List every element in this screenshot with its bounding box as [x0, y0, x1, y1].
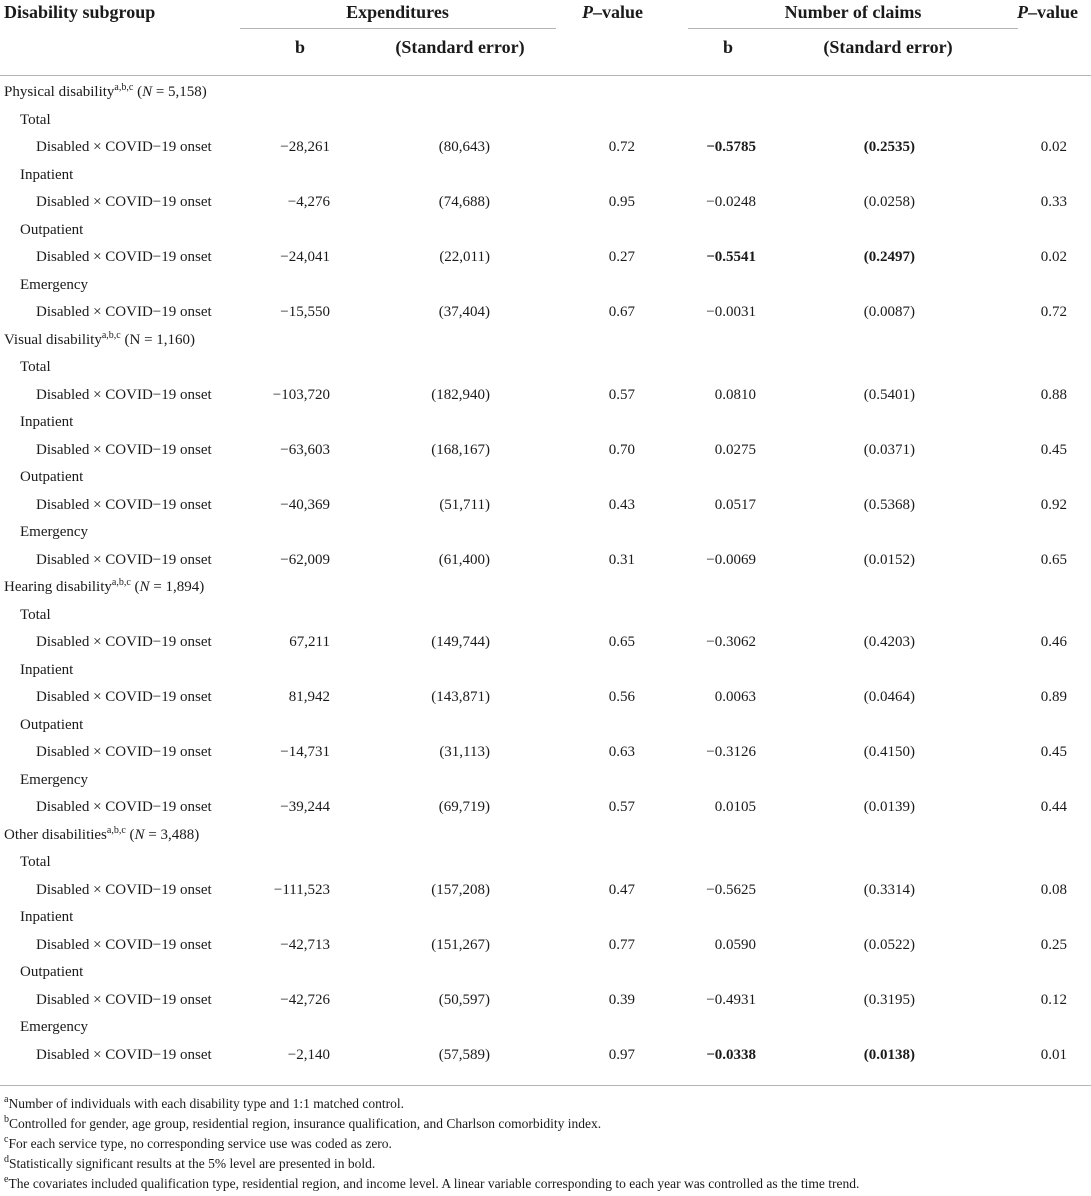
exp-b-value: 67,211 — [289, 634, 330, 650]
col-header-pvalue-expenditures: P–value — [582, 2, 644, 22]
row-label: Disabled × COVID−19 onset — [36, 249, 212, 265]
service-label: Inpatient — [20, 661, 74, 678]
exp-b-value: −14,731 — [280, 744, 330, 760]
group-n-var: N — [134, 826, 145, 843]
group-n-prefix: ( — [137, 84, 143, 100]
claims-b-value: 0.0063 — [714, 689, 756, 705]
group-superscript: a,b,c — [111, 577, 131, 588]
claims-se-value: (0.0138) — [863, 1046, 915, 1063]
row-label: Disabled × COVID−19 onset — [36, 991, 212, 1008]
claims-p-value: 0.45 — [1040, 441, 1067, 458]
exp-p-value: 0.57 — [608, 799, 635, 815]
claims-p-value: 0.02 — [1040, 249, 1067, 265]
exp-b-value: −40,369 — [280, 496, 330, 513]
service-label: Inpatient — [20, 909, 74, 925]
exp-p-value: 0.95 — [608, 194, 635, 210]
exp-b-value: −4,276 — [287, 194, 330, 210]
group-header-expenditures: Expenditures — [346, 2, 449, 22]
exp-p-value: 0.72 — [608, 139, 635, 155]
claims-se-value: (0.0371) — [863, 441, 915, 458]
footnote-text: For each service type, no corresponding service use was coded as zero. — [8, 1136, 392, 1151]
service-label: Total — [20, 359, 51, 375]
bottom-rule — [0, 1085, 1091, 1086]
exp-se-value: (74,688) — [438, 194, 490, 210]
row-label: Disabled × COVID−19 onset — [36, 441, 212, 458]
exp-b-value: −42,726 — [280, 991, 330, 1008]
group-superscript: a,b,c — [101, 329, 121, 341]
exp-p-value: 0.67 — [608, 304, 635, 320]
claims-p-value: 0.01 — [1040, 1046, 1067, 1063]
claims-se-value: (0.3314) — [863, 881, 915, 898]
claims-b-value: −0.0069 — [706, 551, 756, 568]
exp-se-value: (157,208) — [431, 881, 490, 898]
claims-se-value: (0.5401) — [863, 386, 915, 403]
footnote — [4, 1136, 392, 1152]
footnote-marker: a — [4, 1094, 9, 1105]
row-label: Disabled × COVID−19 onset — [36, 799, 212, 815]
claims-b-value: −0.5541 — [706, 249, 756, 265]
group-name: Visual disability — [4, 331, 102, 348]
group-n-value: = 5,158) — [152, 84, 207, 100]
claims-b-value: −0.0031 — [706, 304, 756, 320]
row-label: Disabled × COVID−19 onset — [36, 881, 212, 898]
group-label — [4, 578, 204, 596]
claims-p-value: 0.88 — [1040, 386, 1067, 403]
claims-p-value: 0.65 — [1040, 551, 1067, 568]
service-label: Emergency — [20, 276, 89, 293]
claims-se-value: (0.2497) — [863, 249, 915, 265]
exp-p-value: 0.65 — [608, 634, 635, 650]
col-header-exp-b: b — [294, 37, 305, 57]
exp-p-value: 0.56 — [608, 689, 635, 705]
exp-p-value: 0.31 — [608, 551, 635, 568]
expenditures-underline — [240, 28, 556, 29]
service-label: Outpatient — [20, 964, 84, 980]
footnote — [4, 1116, 601, 1132]
claims-b-value: −0.0248 — [706, 194, 756, 210]
claims-p-value: 0.08 — [1040, 881, 1067, 898]
exp-p-value: 0.70 — [608, 441, 635, 458]
exp-b-value: −28,261 — [280, 139, 330, 155]
exp-b-value: −2,140 — [287, 1046, 330, 1063]
exp-b-value: −63,603 — [280, 441, 330, 458]
footnote — [4, 1156, 375, 1172]
claims-b-value: 0.0810 — [714, 386, 756, 403]
claims-se-value: (0.4203) — [863, 634, 915, 650]
claims-b-value: −0.4931 — [706, 991, 756, 1008]
exp-se-value: (37,404) — [438, 304, 490, 320]
claims-p-value: 0.12 — [1040, 991, 1067, 1008]
col-header-subgroup: Disability subgroup — [4, 2, 156, 22]
exp-b-value: −42,713 — [280, 936, 330, 953]
exp-b-value: −39,244 — [280, 799, 330, 815]
group-n-var: N — [129, 331, 141, 348]
claims-se-value: (0.0087) — [863, 304, 915, 320]
row-label: Disabled × COVID−19 onset — [36, 496, 212, 513]
claims-se-value: (0.5368) — [863, 496, 915, 513]
row-label: Disabled × COVID−19 onset — [36, 689, 212, 705]
exp-se-value: (61,400) — [438, 551, 490, 568]
service-label: Outpatient — [20, 221, 84, 238]
footnote — [4, 1176, 859, 1192]
group-name: Hearing disability — [4, 579, 112, 595]
claims-b-value: −0.0338 — [706, 1046, 756, 1063]
exp-b-value: −62,009 — [280, 551, 330, 568]
group-n-prefix: ( — [134, 579, 140, 595]
footnote-marker: c — [4, 1134, 9, 1145]
exp-se-value: (22,011) — [439, 249, 490, 265]
claims-p-value: 0.33 — [1040, 194, 1067, 210]
group-n-value: = 1,894) — [149, 579, 205, 595]
exp-b-value: −111,523 — [273, 881, 330, 898]
claims-p-value: 0.72 — [1040, 304, 1067, 320]
exp-b-value: −24,041 — [280, 249, 330, 265]
claims-b-value: −0.5625 — [706, 881, 756, 898]
service-label: Emergency — [20, 1019, 89, 1035]
exp-se-value: (143,871) — [431, 689, 490, 705]
footnote — [4, 1096, 404, 1112]
row-label: Disabled × COVID−19 onset — [36, 1046, 212, 1063]
footnote-text: Controlled for gender, age group, residential region, insurance qualification, and Charlson comorbidity index. — [9, 1116, 602, 1131]
exp-se-value: (168,167) — [431, 441, 490, 458]
exp-se-value: (80,643) — [438, 139, 490, 155]
col-header-exp-se: (Standard error) — [395, 37, 525, 57]
claims-b-value: 0.0105 — [714, 799, 756, 815]
service-label: Total — [20, 854, 51, 870]
col-header-pvalue-claims: P–value — [1017, 2, 1079, 22]
claims-se-value: (0.0258) — [863, 194, 915, 210]
exp-b-value: 81,942 — [288, 689, 330, 705]
claims-se-value: (0.4150) — [863, 744, 915, 760]
exp-p-value: 0.43 — [608, 496, 635, 513]
row-label: Disabled × COVID−19 onset — [36, 551, 212, 568]
exp-p-value: 0.97 — [608, 1046, 635, 1063]
claims-se-value: (0.2535) — [863, 139, 915, 155]
row-label: Disabled × COVID−19 onset — [36, 194, 212, 210]
claims-b-value: 0.0275 — [714, 441, 756, 458]
group-n-value: = 3,488) — [144, 826, 200, 843]
claims-p-value: 0.89 — [1040, 689, 1067, 705]
service-label: Inpatient — [20, 414, 74, 430]
group-superscript: a,b,c — [114, 82, 134, 93]
claims-p-value: 0.92 — [1040, 496, 1067, 513]
group-n-value: = 1,160) — [140, 331, 196, 348]
claims-se-value: (0.0464) — [863, 689, 915, 705]
exp-se-value: (31,113) — [439, 744, 490, 760]
claims-b-value: −0.3062 — [706, 634, 756, 650]
exp-se-value: (50,597) — [438, 991, 490, 1008]
row-label: Disabled × COVID−19 onset — [36, 936, 212, 953]
service-label: Outpatient — [20, 469, 84, 485]
group-n-prefix: ( — [129, 826, 135, 843]
footnote-text: The covariates included qualification type, residential region, and income level. A linear variable corresponding to each year was controlled as the time trend. — [8, 1176, 860, 1191]
row-label: Disabled × COVID−19 onset — [36, 386, 212, 403]
row-label: Disabled × COVID−19 onset — [36, 744, 212, 760]
exp-p-value: 0.57 — [608, 386, 635, 403]
claims-p-value: 0.45 — [1040, 744, 1067, 760]
exp-se-value: (151,267) — [431, 936, 490, 953]
row-label: Disabled × COVID−19 onset — [36, 304, 212, 320]
claims-p-value: 0.02 — [1040, 139, 1067, 155]
col-header-claims-se: (Standard error) — [823, 37, 953, 57]
service-label: Outpatient — [20, 716, 84, 733]
footnote-marker: d — [4, 1154, 9, 1165]
exp-p-value: 0.27 — [608, 249, 635, 265]
claims-se-value: (0.3195) — [863, 991, 915, 1008]
exp-p-value: 0.63 — [608, 744, 635, 760]
claims-se-value: (0.0152) — [863, 551, 915, 568]
claims-b-value: 0.0517 — [714, 496, 756, 513]
exp-b-value: −103,720 — [272, 386, 330, 403]
claims-p-value: 0.44 — [1040, 799, 1067, 815]
claims-underline — [688, 28, 1018, 29]
service-label: Emergency — [20, 524, 89, 540]
claims-p-value: 0.46 — [1040, 634, 1067, 650]
group-label — [4, 331, 195, 349]
row-label: Disabled × COVID−19 onset — [36, 634, 212, 650]
group-name: Physical disability — [4, 84, 115, 100]
exp-se-value: (51,711) — [439, 496, 490, 513]
footnote-text: Number of individuals with each disability type and 1:1 matched control. — [8, 1096, 404, 1111]
exp-p-value: 0.39 — [608, 991, 635, 1008]
group-n-var: N — [142, 84, 153, 100]
claims-b-value: 0.0590 — [714, 936, 756, 953]
group-name: Other disabilities — [4, 826, 107, 843]
claims-b-value: −0.3126 — [706, 744, 756, 760]
col-header-claims-b: b — [722, 37, 733, 57]
footnote-text: Statistically significant results at the 5% level are presented in bold. — [9, 1156, 376, 1171]
group-n-var: N — [139, 579, 150, 595]
exp-p-value: 0.47 — [608, 881, 635, 898]
exp-p-value: 0.77 — [608, 936, 635, 953]
footnote-marker: e — [4, 1174, 9, 1185]
service-label: Total — [20, 606, 51, 623]
claims-b-value: −0.5785 — [706, 139, 756, 155]
group-label — [4, 83, 207, 101]
exp-se-value: (149,744) — [431, 634, 490, 650]
group-label — [4, 826, 199, 844]
footnote-marker: b — [4, 1114, 9, 1125]
group-header-claims: Number of claims — [784, 2, 922, 22]
service-label: Emergency — [20, 771, 89, 788]
exp-b-value: −15,550 — [280, 304, 330, 320]
exp-se-value: (69,719) — [438, 799, 490, 815]
header-rule — [0, 75, 1091, 76]
claims-se-value: (0.0522) — [863, 936, 915, 953]
service-label: Total — [20, 111, 51, 128]
group-n-prefix: ( — [124, 331, 130, 348]
exp-se-value: (57,589) — [438, 1046, 490, 1063]
claims-se-value: (0.0139) — [863, 799, 915, 815]
service-label: Inpatient — [20, 166, 74, 183]
group-superscript: a,b,c — [106, 824, 126, 836]
row-label: Disabled × COVID−19 onset — [36, 139, 212, 155]
claims-p-value: 0.25 — [1040, 936, 1067, 953]
exp-se-value: (182,940) — [431, 386, 490, 403]
